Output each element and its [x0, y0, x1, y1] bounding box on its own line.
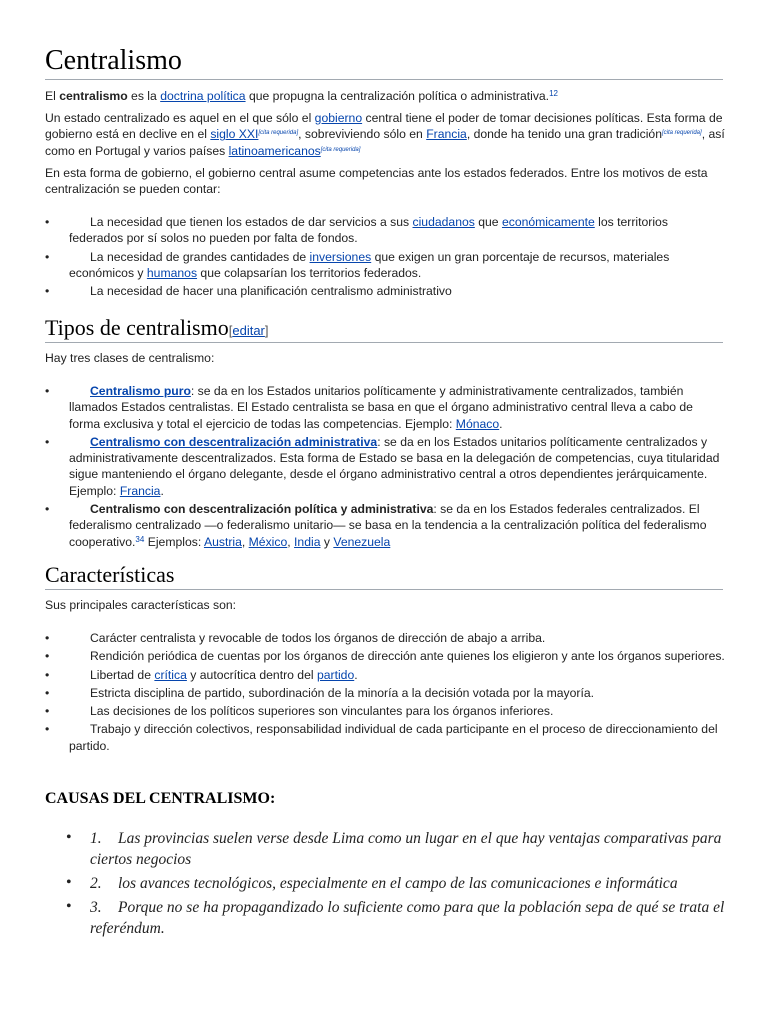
link-humanos[interactable]: humanos: [146, 265, 198, 280]
text: Trabajo y dirección colectivos, responsabilidad individual de cada participante en el proceso de direccionamiento del partido.: [69, 722, 718, 753]
link-centralismo-puro[interactable]: Centralismo puro: [90, 384, 191, 398]
text: , sobreviviendo sólo en: [298, 127, 427, 142]
bullet-icon: •: [45, 249, 50, 264]
bullet-icon: •: [66, 898, 72, 915]
text: La necesidad que tienen los estados de dar servicios a sus: [90, 215, 413, 229]
link-austria[interactable]: Austria: [203, 534, 242, 549]
list-item: [45, 501, 725, 550]
text: los territorios federados por sí solos no pueden por falta de fondos.: [69, 215, 668, 246]
text: .: [160, 483, 164, 498]
citation-needed-link[interactable]: [cita requerida]: [258, 130, 299, 137]
text: Carácter centralista y revocable de todos los órganos de dirección de abajo a arriba.: [90, 631, 546, 645]
list-item: [45, 630, 725, 646]
text: : se da en los Estados federales centralizados. El federalismo centralizado —o federalismo unitario— se basa en la tendencia a la centralización política del federalismo cooperativo.: [69, 502, 707, 549]
text: .: [354, 667, 358, 682]
bracket: ]: [264, 323, 269, 338]
list-item: [45, 721, 725, 754]
causas-heading: CAUSAS DEL CENTRALISMO:: [45, 790, 276, 807]
link-siglo-xxi[interactable]: siglo XXI: [210, 127, 259, 142]
link-critica[interactable]: crítica: [154, 667, 187, 682]
intro-paragraph-2: [45, 110, 725, 159]
section-heading-tipos: [45, 315, 269, 344]
section-divider: [45, 342, 723, 343]
list-item: [45, 214, 725, 247]
text: : se da en los Estados unitarios políticamente centralizados y administrativamente descentralizados. Esta forma de Estado se basa en la delegación de competencias, cuya titularidad sigue manteniendo el órgano delegante, desde el órgano administrativo central a otros dependientes jerárquicamente. Ejemplo:: [69, 434, 720, 498]
list-item: [45, 667, 725, 683]
link-francia[interactable]: Francia: [426, 127, 467, 142]
heading-text: Tipos de centralismo: [45, 315, 229, 340]
list-item: [45, 703, 725, 719]
bullet-icon: •: [45, 384, 50, 398]
section-divider: [45, 589, 723, 590]
tipos-list: [45, 383, 725, 552]
intro-paragraph-3: En esta forma de gobierno, el gobierno central asume competencias ante los estados federados. Entre los motivos de esta centralización se pueden contar:: [45, 166, 708, 197]
item-number: 3.: [90, 899, 102, 916]
text: : se da en los Estados unitarios políticamente y administrativamente centralizados, también llamados Estados centralistas. El Estado centralista se basa en que el órgano administrativo central lleva a cabo de forma exclusiva y total el ejercicio de todas las competencias. Ejemplo:: [69, 384, 693, 431]
bullet-icon: •: [45, 685, 50, 700]
text: central tiene el poder de tomar decisiones políticas. Esta forma de gobierno está en declive en el: [45, 111, 723, 142]
link-partido[interactable]: partido: [316, 667, 355, 682]
text: y autocrítica dentro del: [186, 667, 317, 682]
text: .: [499, 416, 503, 431]
text: , donde ha tenido una gran tradición: [466, 127, 662, 142]
item-number: 2.: [90, 875, 102, 892]
text: Estricta disciplina de partido, subordinación de la minoría a la decisión votada por la mayoría.: [90, 685, 595, 700]
bullet-icon: •: [45, 667, 50, 682]
title-divider: [45, 79, 723, 80]
bullet-icon: •: [45, 649, 50, 664]
text: que exigen un gran porcentaje de recursos, materiales económicos y: [69, 249, 670, 280]
link-economicamente[interactable]: económicamente: [501, 215, 595, 229]
bold-term: centralismo: [59, 89, 128, 103]
list-item: [45, 434, 725, 499]
bold-term: Centralismo con descentralización política y administrativa: [90, 502, 434, 517]
bullet-icon: •: [45, 722, 50, 737]
text: ,: [287, 534, 295, 549]
list-item: [45, 383, 725, 432]
text: La necesidad de grandes cantidades de: [90, 249, 310, 264]
list-item: [66, 897, 726, 939]
link-gobierno[interactable]: gobierno: [314, 111, 363, 125]
link-venezuela[interactable]: Venezuela: [333, 534, 391, 549]
citation-needed-link[interactable]: [cita requerida]: [661, 130, 702, 137]
bullet-icon: •: [45, 215, 50, 229]
text: Un estado centralizado es aquel en el que sólo el: [45, 111, 315, 125]
text: , así como en Portugal y varios países: [45, 127, 725, 158]
edit-link[interactable]: editar: [232, 323, 265, 338]
citation-needed-link[interactable]: [cita requerida]: [320, 146, 361, 153]
text: que: [474, 215, 502, 229]
reference-link[interactable]: 12: [549, 89, 558, 98]
edit-section: [229, 323, 269, 338]
text: ,: [241, 534, 249, 549]
text: los avances tecnológicos, especialmente en el campo de las comunicaciones e informática: [118, 875, 678, 892]
list-item: [45, 648, 725, 664]
list-item: [66, 873, 726, 894]
bullet-icon: •: [45, 434, 50, 449]
bullet-icon: •: [66, 874, 72, 891]
bullet-icon: •: [45, 502, 50, 517]
text: y: [320, 534, 334, 549]
text: es la: [127, 89, 161, 103]
bullet-icon: •: [45, 284, 50, 299]
text: Porque no se ha propagandizado lo suficiente como para que la población sepa de qué se trata el referéndum.: [90, 899, 725, 937]
link-centralismo-descentralizacion-administrativa[interactable]: Centralismo con descentralización administrativa: [90, 434, 378, 449]
causas-list: [66, 828, 726, 942]
text: que propugna la centralización política o administrativa.: [245, 89, 550, 103]
text: La necesidad de hacer una planificación centralismo administrativo: [90, 284, 452, 299]
intro-paragraph-1: [45, 88, 725, 104]
bracket: [: [228, 323, 233, 338]
link-doctrina-politica[interactable]: doctrina política: [160, 89, 246, 103]
bullet-icon: •: [66, 829, 72, 846]
text: que colapsarían los territorios federados.: [197, 265, 422, 280]
link-india[interactable]: India: [294, 534, 321, 549]
item-number: 1.: [90, 830, 102, 847]
list-item: [45, 283, 725, 299]
list-item: [45, 685, 725, 701]
motivos-list: [45, 214, 725, 301]
link-monaco[interactable]: Mónaco: [455, 416, 500, 431]
link-francia[interactable]: Francia: [119, 483, 161, 498]
link-latinoamericanos[interactable]: latinoamericanos: [228, 143, 321, 158]
page-title: Centralismo: [45, 45, 182, 76]
tipos-intro: Hay tres clases de centralismo:: [45, 351, 215, 365]
link-ciudadanos[interactable]: ciudadanos: [412, 215, 475, 229]
list-item: [45, 249, 725, 282]
text: Libertad de: [90, 667, 155, 682]
link-inversiones[interactable]: inversiones: [309, 249, 372, 264]
text: Las decisiones de los políticos superiores son vinculantes para los órganos inferiores.: [90, 704, 554, 719]
section-heading-caracteristicas: Características: [45, 562, 175, 587]
bullet-icon: •: [45, 631, 50, 645]
text: El: [45, 89, 60, 103]
caracteristicas-list: [45, 630, 725, 756]
reference-link[interactable]: 34: [135, 534, 145, 544]
link-mexico[interactable]: México: [248, 534, 288, 549]
text: Las provincias suelen verse desde Lima como un lugar en el que hay ventajas comparativas para ciertos negocios: [90, 830, 722, 868]
text: Rendición periódica de cuentas por los órganos de dirección ante quienes los eligieron y ante los órganos superiores.: [90, 649, 725, 664]
bullet-icon: •: [45, 704, 50, 719]
caracteristicas-intro: Sus principales características son:: [45, 598, 237, 612]
text: Ejemplos:: [144, 534, 204, 549]
list-item: [66, 828, 726, 870]
